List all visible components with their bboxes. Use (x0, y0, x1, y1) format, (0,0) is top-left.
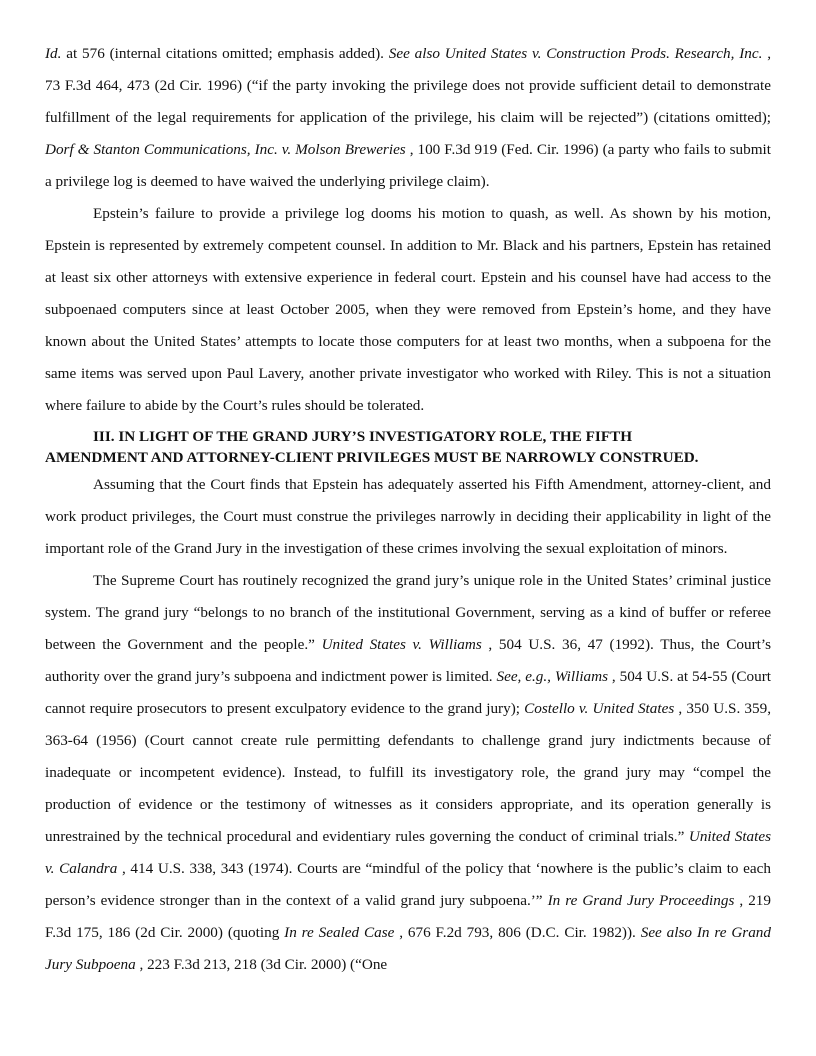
body-text: , 73 F.3d 464, 473 (2d Cir. 1996) (“if the party invoking the privilege does not provide sufficient detail to demonstrate fulfillment of the legal requirements for application of the privilege, his claim will be rejected”) (citations omitted); (45, 45, 772, 126)
case-citation: Costello v. United States (524, 700, 675, 717)
body-text: , 504 U.S. 36, 47 (1992). Thus, the Court’s authority over the grand jury’s subpoena and indictment power is limited. (45, 636, 771, 685)
body-text: , 414 U.S. 338, 343 (1974). Courts are “mindful of the policy that ‘nowhere is the public’s claim to each person’s evidence stronger than in the context of a valid grand jury subpoena.’” (45, 860, 771, 909)
case-citation: United States v. Calandra (45, 828, 772, 877)
body-text: , 223 F.3d 213, 218 (3d Cir. 2000) (“One (135, 956, 388, 973)
document-page (45, 38, 771, 981)
case-citation: United States v. Williams (321, 636, 482, 653)
paragraph-privilege-log (45, 198, 771, 422)
body-text: , 100 F.3d 919 (Fed. Cir. 1996) (a party who fails to submit a privilege log is deemed to have waived the underlying privilege claim). (45, 141, 771, 190)
case-citation: In re Grand Jury Proceedings (547, 892, 735, 909)
body-text: , 676 F.2d 793, 806 (D.C. Cir. 1982)). (394, 924, 641, 941)
case-citation: In re Sealed Case (284, 924, 395, 941)
case-citation: See, e.g., Williams (496, 668, 609, 685)
section-heading-continued: AMENDMENT AND ATTORNEY-CLIENT PRIVILEGES MUST BE NARROWLY CONSTRUED. (45, 449, 699, 466)
case-citation: See also In re Grand Jury Subpoena (45, 924, 771, 973)
paragraph-citations (45, 38, 771, 198)
case-citation: Id. (45, 45, 62, 62)
body-text: , 504 U.S. at 54-55 (Court cannot require prosecutors to present exculpatory evidence to the grand jury); (45, 668, 771, 717)
section-heading: III. IN LIGHT OF THE GRAND JURY’S INVESTIGATORY ROLE, THE FIFTH (93, 428, 633, 445)
body-text: , 219 F.3d 175, 186 (2d Cir. 2000) (quoting (45, 892, 771, 941)
case-citation: See also United States v. Construction Prods. Research, Inc. (388, 45, 763, 62)
body-text: Assuming that the Court finds that Epstein has adequately asserted his Fifth Amendment, attorney-client, and work product privileges, the Court must construe the privileges narrowly in deciding their applicability in light of the important role of the Grand Jury in the investigation of these crimes involving the sexual exploitation of minors. (45, 476, 771, 557)
paragraph-grand-jury-role (45, 565, 771, 981)
body-text: , 350 U.S. 359, 363-64 (1956) (Court cannot create rule permitting defendants to challenge grand jury indictments because of inadequate or incompetent evidence). Instead, to fulfill its investigatory role, the grand jury may “compel the production of evidence or the testimony of witnesses as it considers appropriate, and its operation generally is unrestrained by the technical procedural and evidentiary rules governing the conduct of criminal trials.” (45, 700, 771, 845)
case-citation: Dorf & Stanton Communications, Inc. v. Molson Breweries (45, 141, 406, 158)
body-text: The Supreme Court has routinely recognized the grand jury’s unique role in the United States’ criminal justice system. The grand jury “belongs to no branch of the institutional Government, serving as a kind of buffer or referee between the Government and the people.” (45, 572, 771, 653)
body-text: at 576 (internal citations omitted; emphasis added). (61, 45, 389, 62)
paragraph-narrow-construction (45, 469, 771, 565)
body-text: Epstein’s failure to provide a privilege log dooms his motion to quash, as well. As shown by his motion, Epstein is represented by extremely competent counsel. In addition to Mr. Black and his partners, Epstein has retained at least six other attorneys with extensive experience in federal court. Epstein and his counsel have had access to the subpoenaed computers since at least October 2005, when they were removed from Epstein’s home, and they have known about the United States’ attempts to locate those computers for at least two months, when a subpoena for the same items was served upon Paul Lavery, another private investigator who worked with Riley. This is not a situation where failure to abide by the Court’s rules should be tolerated. (45, 205, 771, 414)
